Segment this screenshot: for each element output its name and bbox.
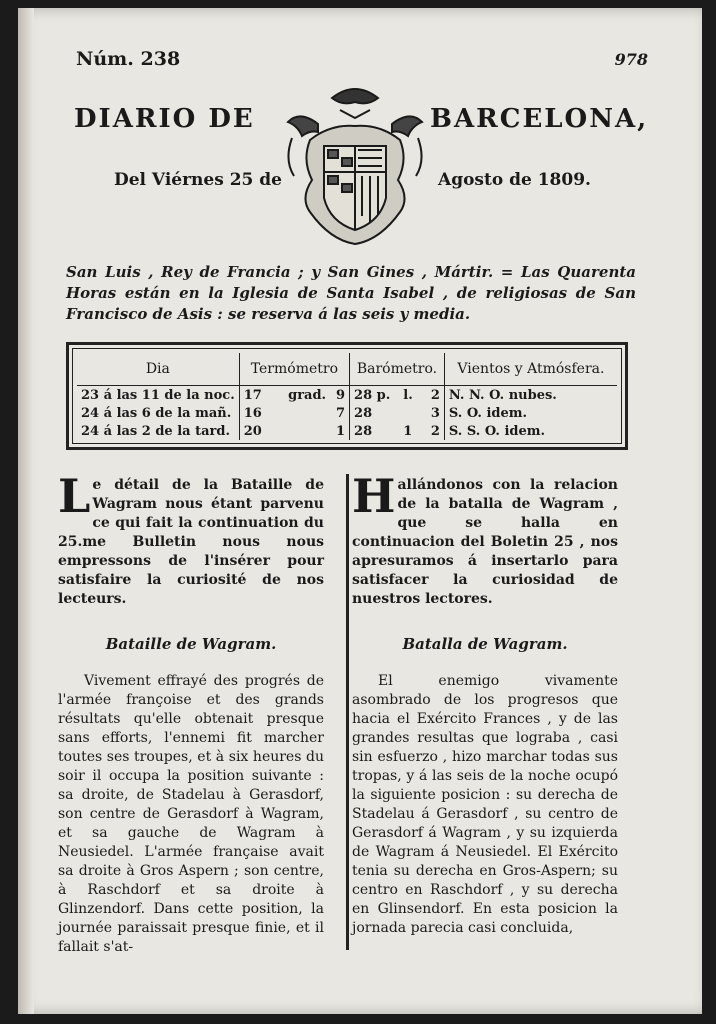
- cell-temp-unit: grad.: [288, 387, 327, 403]
- cell-temp-unit: [284, 422, 332, 440]
- cell-temp-unit: [284, 404, 332, 422]
- cell-temp-frac: 7: [332, 404, 350, 422]
- french-column: [58, 469, 324, 957]
- cell-dia: 23 á las 11 de la noc.: [77, 386, 239, 405]
- cell-baro-l: l.: [403, 387, 413, 403]
- column-divider: [346, 474, 349, 950]
- weather-row: [77, 386, 617, 405]
- french-body: Vivement effrayé des progrés de l'armée françoise et des grands résultats qu'elle obtenait presque sans efforts, l'ennemi fit marcher toutes ses troupes, et à six heures du soir il occupa la position suivante : sa droite, de Stadelau à Gerasdorf, son centre de Gerasdorf à Wagram, et sa gauche de Wagram à Neusiedel. L'armée française avait sa droite à Gros Aspern ; son centre, à Raschdorf et sa droite à Glinzendorf. Dans cette position, la journée paraissait presque finie, et il fallait s'at-: [58, 673, 324, 955]
- issue-date-left: Del Viérnes 25 de: [114, 170, 282, 190]
- spanish-intro-text: allándonos con la relacion de la batalla de Wagram , que se halla en continuacion del Boletin 25 , nos apresuramos á insertarlo para satisfacer la curiosidad de nuestros lectores.: [352, 477, 618, 607]
- cell-temp: 20: [243, 423, 262, 439]
- weather-row: [77, 422, 617, 440]
- weather-table: [77, 353, 617, 440]
- header-termometro: Termómetro: [239, 353, 349, 386]
- masthead-title-right: BARCELONA,: [430, 104, 649, 134]
- page-number: 978: [614, 50, 648, 69]
- spanish-subtitle: Batalla de Wagram.: [402, 635, 568, 653]
- masthead-title-left: DIARIO DE: [74, 104, 255, 134]
- saints-of-the-day: San Luis , Rey de Francia ; y San Gines , Mártir. = Las Quarenta Horas están en la Iglesia de Santa Isabel , de religiosas de San Francisco de Asis : se reserva á las seis y media.: [66, 263, 636, 323]
- cell-baro-frac: 2: [427, 386, 445, 405]
- cell-dia: 24 á las 6 de la mañ.: [77, 404, 239, 422]
- spanish-dropcap: H: [352, 469, 396, 523]
- header-dia: Dia: [77, 353, 239, 386]
- cell-vientos: N. N. O. nubes.: [448, 387, 557, 403]
- french-intro-text: e détail de la Bataille de Wagram nous étant parvenu ce qui fait la continuation du 25.me Bulletin nous nous empressons de l'insérer pour satisfaire la curiosité de nos lecteurs.: [58, 477, 324, 607]
- barcelona-coat-of-arms-icon: [280, 80, 430, 246]
- spanish-body: El enemigo vivamente asombrado de los progresos que hacia el Exército Frances , y de las grandes resultas que lograba , casi sin esfuerzo , hizo marchar todas sus tropas, y á las seis de la noche ocupó la siguiente posicion : su derecha de Stadelau á Gerasdorf , su centro de Gerasdorf á Wagram , y su izquierda de Wagram á Neusiedel. El Exército tenia su derecha en Gros-Aspern; su centro en Raschdorf , y su derecha en Glinsendorf. En esta posicion la jornada parecia casi concluida,: [352, 673, 618, 936]
- cell-baro: 28: [354, 405, 373, 421]
- french-subtitle: Bataille de Wagram.: [105, 635, 277, 653]
- cell-vientos: S. O. idem.: [448, 405, 528, 421]
- cell-temp: 16: [243, 405, 262, 421]
- cell-temp: 17: [243, 387, 262, 403]
- french-intro: [58, 469, 324, 609]
- newspaper-page: [18, 8, 702, 1014]
- weather-header-row: [77, 353, 617, 386]
- cell-temp-frac: 9: [332, 386, 350, 405]
- spanish-column: [352, 469, 618, 938]
- french-dropcap: L: [58, 469, 91, 523]
- cell-baro-l: 1: [403, 423, 413, 439]
- header-barometro: Barómetro.: [350, 353, 445, 386]
- header-vientos: Vientos y Atmósfera.: [444, 353, 617, 386]
- issue-date-right: Agosto de 1809.: [438, 170, 591, 190]
- cell-baro-frac: 3: [427, 404, 445, 422]
- issue-number: Núm. 238: [76, 48, 181, 70]
- cell-temp-frac: 1: [332, 422, 350, 440]
- cell-baro: 28 p.: [354, 387, 391, 403]
- cell-baro: 28: [354, 423, 373, 439]
- cell-vientos: S. S. O. idem.: [448, 423, 546, 439]
- cell-dia: 24 á las 2 de la tard.: [77, 422, 239, 440]
- weather-row: [77, 404, 617, 422]
- weather-table-frame: [66, 342, 628, 450]
- cell-baro-l: [399, 404, 427, 422]
- spanish-intro: [352, 469, 618, 609]
- cell-baro-frac: 2: [427, 422, 445, 440]
